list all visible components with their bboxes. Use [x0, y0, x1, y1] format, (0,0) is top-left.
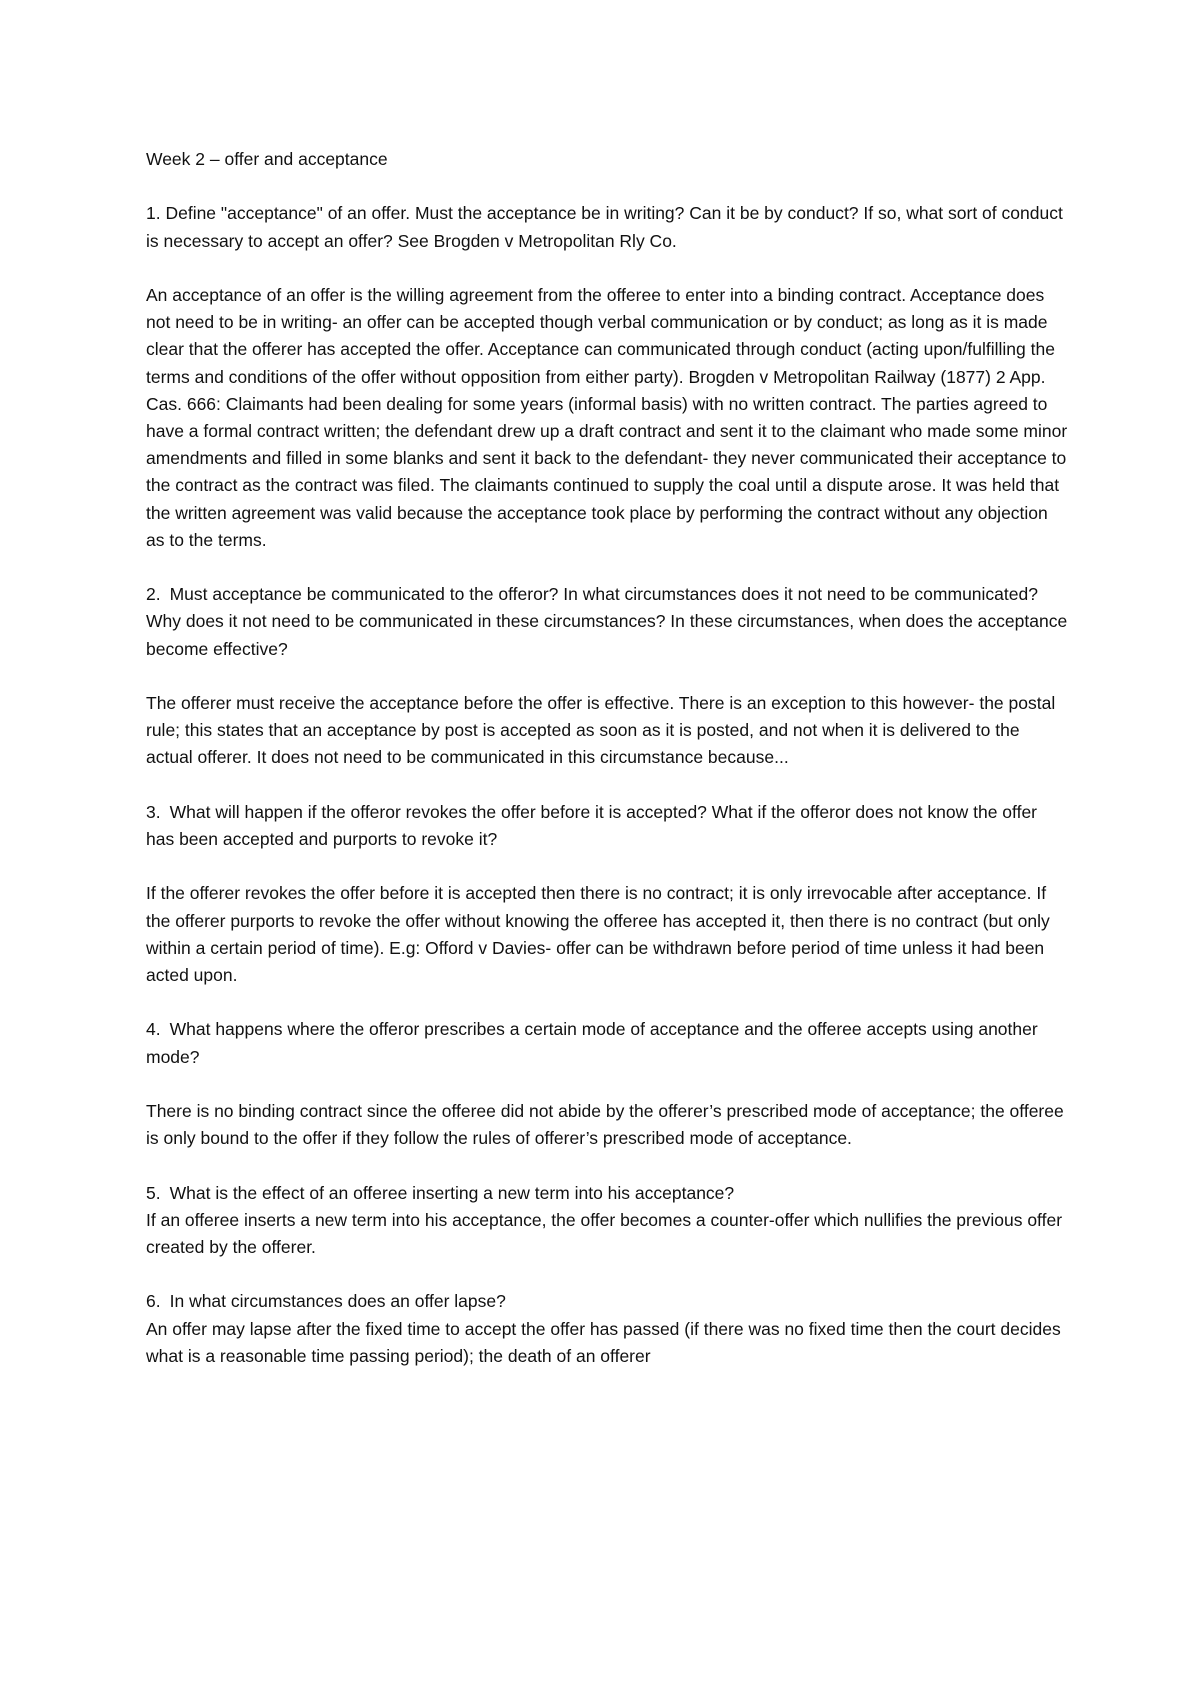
question-3-text: What will happen if the offeror revokes the offer before it is accepted? What if the offeror does not know the offer has been accepted and purports to revoke it? — [146, 801, 1038, 849]
question-5-text: What is the effect of an offeree inserting a new term into his acceptance? — [169, 1182, 735, 1203]
question-2-text: Must acceptance be communicated to the offeror? In what circumstances does it not need to be communicated? Why does it not need to be communicated in these circumstances? In these circumstances, when does the acceptance become effective? — [146, 584, 1068, 659]
question-2-number: 2. — [146, 584, 161, 605]
answer-6: An offer may lapse after the fixed time to accept the offer has passed (if there was no fixed time then the court decides what is a reasonable time passing period); the death of an offerer — [146, 1318, 1061, 1366]
question-4-text: What happens where the offeror prescribes a certain mode of acceptance and the offeree accepts using another mode? — [146, 1019, 1038, 1067]
answer-4: There is no binding contract since the offeree did not abide by the offerer’s prescribed mode of acceptance; the offeree is only bound to the offer if they follow the rules of offerer’s prescribed mode of acceptance. — [146, 1100, 1064, 1149]
answer-2: The offerer must receive the acceptance before the offer is effective. There is an exception to this however- the postal rule; this states that an acceptance by post is accepted as soon as it is posted, and not when it is delivered to the actual offerer. It does not need to be communicated in this circumstance because... — [146, 693, 1056, 768]
question-1: 1. Define "acceptance" of an offer. Must the acceptance be in writing? Can it be by conduct? If so, what sort of conduct is necessary to accept an offer? See Brogden v Metropolitan Rly Co. — [146, 203, 1063, 251]
question-3-number: 3. — [146, 801, 161, 822]
question-6-number: 6. — [146, 1291, 161, 1312]
answer-3: If the offerer revokes the offer before it is accepted then there is no contract; it is only irrevocable after acceptance. If the offerer purports to revoke the offer without knowing the offeree has accepted it, then there is no contract (but only within a certain period of time). E.g: Offord v Davies- offer can be withdrawn before period of time unless it had been acted upon. — [146, 883, 1050, 985]
answer-5: If an offeree inserts a new term into his acceptance, the offer becomes a counter-offer which nullifies the previous offer created by the offerer. — [146, 1209, 1063, 1257]
question-6 — [146, 1288, 1070, 1315]
document-title: Week 2 – offer and acceptance — [146, 149, 388, 169]
answer-1: An acceptance of an offer is the willing agreement from the offeree to enter into a binding contract. Acceptance does not need to be in writing- an offer can be accepted though verbal communication or by conduct; as long as it is made clear that the offerer has accepted the offer. Acceptance can communicated through conduct (acting upon/fulfilling the terms and conditions of the offer without opposition from either party). Brogden v Metropolitan Railway (1877) 2 App. Cas. 666: Claimants had been dealing for some years (informal basis) with no written contract. The parties agreed to have a formal contract written; the defendant drew up a draft contract and sent it to the claimant who made some minor amendments and filled in some blanks and sent it back to the defendant- they never communicated their acceptance to the contract as the contract was filed. The claimants continued to supply the coal until a dispute arose. It was held that the written agreement was valid because the acceptance took place by performing the contract without any objection as to the terms. — [146, 284, 1068, 550]
question-2 — [146, 581, 1070, 663]
question-6-text: In what circumstances does an offer lapse? — [169, 1291, 506, 1312]
question-4 — [146, 1016, 1070, 1070]
question-3 — [146, 799, 1070, 853]
question-5-number: 5. — [146, 1182, 161, 1203]
question-5 — [146, 1180, 1070, 1207]
question-4-number: 4. — [146, 1019, 161, 1040]
